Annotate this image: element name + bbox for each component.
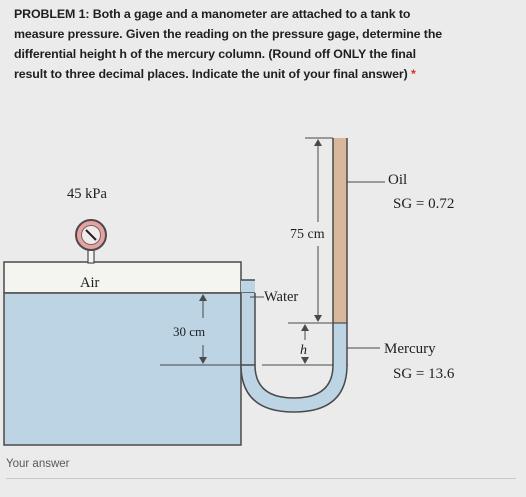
water-label: Water xyxy=(264,289,299,305)
h-label: h xyxy=(300,343,307,358)
u-tube xyxy=(241,138,347,412)
gage-reading-label: 45 kPa xyxy=(67,186,107,202)
oil-sg-label: SG = 0.72 xyxy=(393,196,455,212)
your-answer-input[interactable]: Your answer xyxy=(6,458,70,470)
mercury-label: Mercury xyxy=(384,341,436,357)
tank xyxy=(4,262,241,445)
dim-75-label: 75 cm xyxy=(290,227,325,242)
required-asterisk: * xyxy=(410,67,416,81)
tank-air-label: Air xyxy=(80,275,100,291)
connecting-pipe xyxy=(241,280,255,365)
mercury-sg-label: SG = 13.6 xyxy=(393,366,455,382)
dim-30-label: 30 cm xyxy=(173,324,206,339)
question-text: PROBLEM 1: Both a gage and a manometer are attached to a tank to measure pressure. Given the reading on the pressure gage, determine the differential height h of the mercury column. (Round off ONLY the final result to three decimal places. Indicate the unit of your final answer) xyxy=(14,7,443,81)
oil-label: Oil xyxy=(388,172,408,188)
pressure-gage-icon xyxy=(76,220,106,263)
answer-underline[interactable] xyxy=(6,478,516,479)
